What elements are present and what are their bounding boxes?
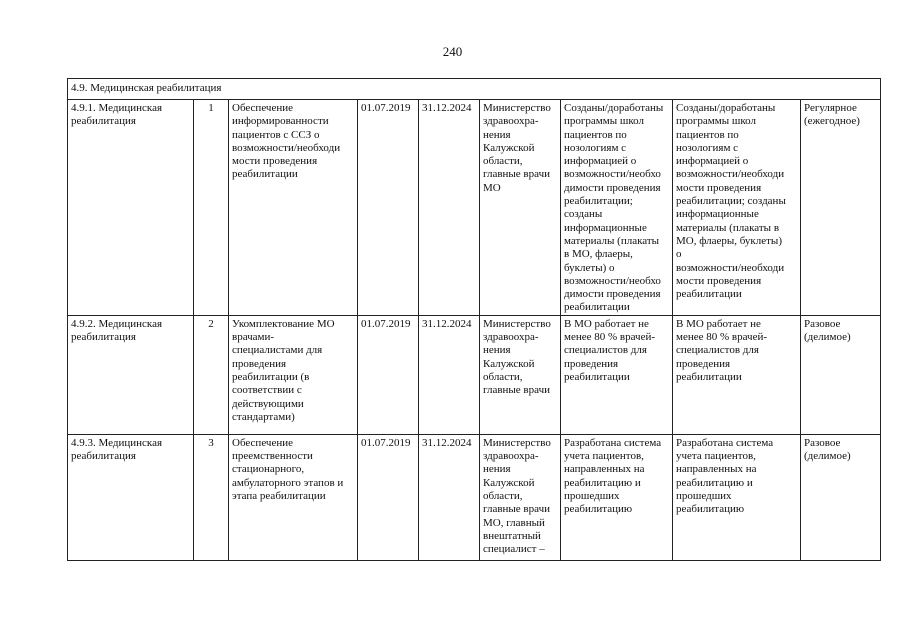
row-code-cell: 4.9.3. Медицинская реабилитация <box>68 434 194 560</box>
start-date-cell: 01.07.2019 <box>358 315 419 434</box>
end-date-cell: 31.12.2024 <box>419 315 480 434</box>
section-header-row <box>68 79 881 100</box>
result-cell: Созданы/доработаны программы школ пациентов по нозологиям с информацией о возможности/необхо димости проведения реабилитации; созданы информационные материалы (плакаты в МО, флаеры, буклеты) о возможности/необхо димости проведения реабилитации <box>561 100 673 316</box>
row-code-cell: 4.9.1. Медицинская реабилитация <box>68 100 194 316</box>
type-cell: Регулярное (ежегодное) <box>801 100 881 316</box>
responsible-cell: Министерство здравоохра- нения Калужской области, главные врачи МО <box>480 100 561 316</box>
table-row <box>68 315 881 434</box>
activity-cell: Обеспечение информированности пациентов с ССЗ о возможности/необходи мости проведения реабилитации <box>229 100 358 316</box>
page-number: 240 <box>442 44 463 59</box>
row-number-cell: 1 <box>194 100 229 316</box>
control-cell: В МО работает не менее 80 % врачей- специалистов для проведения реабилитации <box>673 315 801 434</box>
control-cell: Разработана система учета пациентов, направленных на реабилитацию и прошедших реабилитацию <box>673 434 801 560</box>
section-title: 4.9. Медицинская реабилитация <box>68 79 881 100</box>
table-row <box>68 434 881 560</box>
responsible-cell: Министерство здравоохра- нения Калужской области, главные врачи МО, главный внештатный специалист – <box>480 434 561 560</box>
activity-cell: Укомплектование МО врачами- специалистами для проведения реабилитации (в соответствии с действующими стандартами) <box>229 315 358 434</box>
measures-table <box>67 78 881 561</box>
row-code-cell: 4.9.2. Медицинская реабилитация <box>68 315 194 434</box>
end-date-cell: 31.12.2024 <box>419 434 480 560</box>
start-date-cell: 01.07.2019 <box>358 434 419 560</box>
control-cell: Созданы/доработаны программы школ пациентов по нозологиям с информацией о возможности/необходи мости проведения реабилитации; созданы информационные материалы (плакаты в МО, флаеры, буклеты) о возможности/необходи мости проведения реабилитации <box>673 100 801 316</box>
type-cell: Разовое (делимое) <box>801 434 881 560</box>
result-cell: В МО работает не менее 80 % врачей- специалистов для проведения реабилитации <box>561 315 673 434</box>
start-date-cell: 01.07.2019 <box>358 100 419 316</box>
type-cell: Разовое (делимое) <box>801 315 881 434</box>
table-row <box>68 100 881 316</box>
responsible-cell: Министерство здравоохра- нения Калужской области, главные врачи <box>480 315 561 434</box>
end-date-cell: 31.12.2024 <box>419 100 480 316</box>
row-number-cell: 2 <box>194 315 229 434</box>
result-cell: Разработана система учета пациентов, направленных на реабилитацию и прошедших реабилитацию <box>561 434 673 560</box>
row-number-cell: 3 <box>194 434 229 560</box>
activity-cell: Обеспечение преемственности стационарного, амбулаторного этапов и этапа реабилитации <box>229 434 358 560</box>
